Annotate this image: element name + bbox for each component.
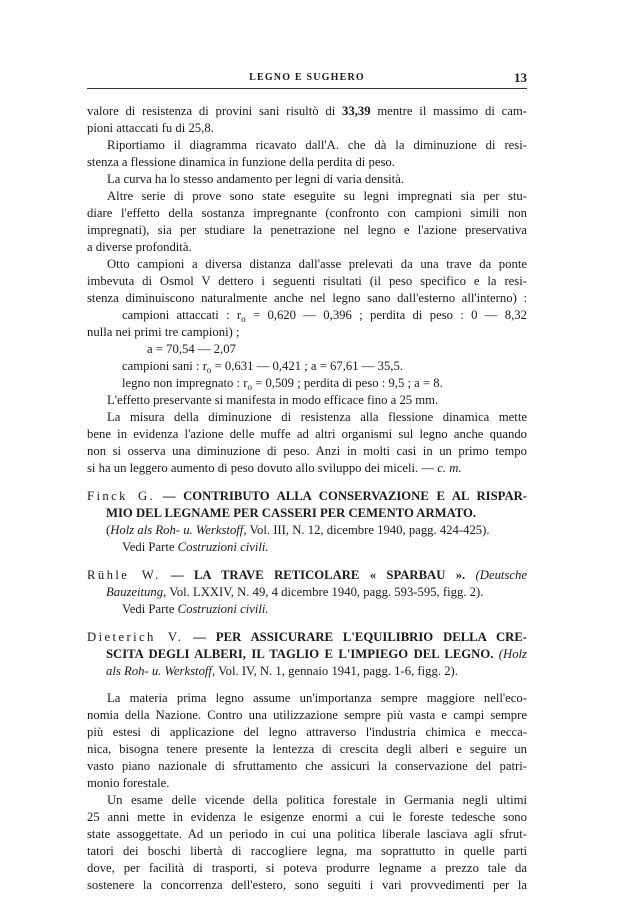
- text-line: pioni attaccati fu di 25,8.: [87, 121, 214, 135]
- text-line: si ha un leggero aumento di peso dovuto allo sviluppo dei miceli. — c. m.: [87, 461, 462, 475]
- page-header: [87, 70, 527, 89]
- text-line: sostenere la concorrenza dell'estero, sono seguiti i vari provvedimenti per la: [87, 878, 527, 892]
- text-line: non si osserva una diminuzione di peso. Anzi in molti casi in un primo tempo: [87, 444, 527, 458]
- text-line: diare l'effetto della sostanza impregnante (confronto con campioni simili non: [87, 206, 527, 220]
- text-line: nomia della Nazione. Contro una utilizzazione sempre più vasta e campi sempre: [87, 708, 527, 722]
- text-line: valore di resistenza di provini sani risultò di 33,39 mentre il massimo di cam-: [87, 104, 527, 118]
- text-line: dove, per facilità di trasporti, si poteva produrre legname a prezzo tale da: [87, 861, 527, 875]
- bibliography-entry-title: Rühle W. — LA TRAVE RETICOLARE « SPARBAU ». (Deutsche: [87, 568, 527, 582]
- text-line: più estesi di applicazione del legno attraverso l'industria chimica e mecca-: [87, 725, 527, 739]
- text-line: a diverse profondità.: [87, 240, 192, 254]
- text-line: stenza diminuiscono naturalmente anche nel legno sano dall'esterno all'interno) :: [87, 291, 527, 305]
- bibliography-entry-title: Dieterich V. — PER ASSICURARE L'EQUILIBRIO DELLA CRE-: [87, 630, 528, 644]
- text-line: tatori dei boschi libertà di raccogliere legna, ma soprattutto in quelle parti: [87, 844, 527, 858]
- text-line: La misura della diminuzione di resistenza alla flessione dinamica mette: [107, 410, 527, 424]
- text-line: Riportiamo il diagramma ricavato dall'A. che dà la diminuzione di resi-: [107, 138, 527, 152]
- text-line: campioni attaccati : $r_o = 0,620$ — 0,396 ; perdita di peso : 0 — 8,32: [122, 308, 527, 324]
- bibliography-entry-title: MIO DEL LEGNAME PER CASSERI PER CEMENTO ARMATO.: [106, 506, 477, 520]
- entry-author: Dieterich V.: [87, 630, 184, 644]
- text-line: La materia prima legno assume un'importanza sempre maggiore nell'eco-: [107, 691, 527, 705]
- entry-author: Finck G.: [87, 489, 156, 503]
- page-number: 13: [514, 70, 527, 85]
- text-line: legno non impregnato : $r_o = 0,509$ ; perdita di peso : 9,5 ; a = 8.: [122, 376, 443, 392]
- text-line: monio forestale.: [87, 776, 170, 790]
- text-line: Un esame delle vicende della politica forestale in Germania negli ultimi: [107, 793, 527, 807]
- text-line: 25 anni mette in evidenza le esigenze enormi a cui le foreste tedesche sono: [87, 810, 527, 824]
- bibliography-entry-title: SCITA DEGLI ALBERI, IL TAGLIO E L'IMPIEGO DEL LEGNO. (Holz: [106, 647, 527, 661]
- bibliography-entry-title: Finck G. — CONTRIBUTO ALLA CONSERVAZIONE E AL RISPAR-: [87, 489, 527, 503]
- text-line: state assoggettate. Ad un periodo in cui una politica liberale lasciava agli sfrut-: [87, 827, 527, 841]
- text-line: bene in evidenza l'azione delle muffe ad altri organismi sul legno anche quando: [87, 427, 527, 441]
- bibliography-entry-source: (Holz als Roh- u. Werkstoff, Vol. III, N. 12, dicembre 1940, pagg. 424-425).: [106, 523, 490, 537]
- text-line: nica, bisogna tenere presente la lentezza di crescita degli alberi e seguire un: [87, 742, 527, 756]
- text-line: Otto campioni a diversa distanza dall'asse prelevati da una trave da ponte: [107, 257, 527, 271]
- text-line: impregnati), sia per studiare la penetrazione nel legno e l'azione preservativa: [87, 223, 527, 237]
- text-line: imbevuta di Osmol V dettero i seguenti risultati (il peso specifico e la resi-: [87, 274, 527, 288]
- cross-reference: Vedi Parte Costruzioni civili.: [122, 540, 269, 554]
- text-line: Altre serie di prove sono state eseguite su legni impregnati sia per stu-: [107, 189, 527, 203]
- text-line: L'effetto preservante si manifesta in modo efficace fino a 25 mm.: [107, 393, 439, 407]
- text-line: campioni sani : $r_o = 0,631$ — 0,421 ; a = 67,61 — 35,5.: [122, 359, 403, 375]
- bibliography-entry-source: als Roh- u. Werkstoff, Vol. IV, N. 1, gennaio 1941, pagg. 1-6, figg. 2).: [106, 664, 458, 678]
- bibliography-entry-source: Bauzeitung, Vol. LXXIV, N. 49, 4 dicembre 1940, pagg. 593-595, figg. 2).: [106, 585, 484, 599]
- running-title: LEGNO E SUGHERO: [249, 72, 365, 83]
- cross-reference: Vedi Parte Costruzioni civili.: [122, 602, 269, 616]
- entry-author: Rühle W.: [87, 568, 161, 582]
- text-line: vasto piano nazionale di sfruttamento che assicuri la conservazione del patri-: [87, 759, 527, 773]
- text-line: stenza a flessione dinamica in funzione della perdita di peso.: [87, 155, 395, 169]
- text-line: a = 70,54 — 2,07: [147, 342, 236, 356]
- text-line: La curva ha lo stesso andamento per legni di varia densità.: [107, 172, 404, 186]
- text-line: nulla nei primi tre campioni) ;: [87, 325, 240, 339]
